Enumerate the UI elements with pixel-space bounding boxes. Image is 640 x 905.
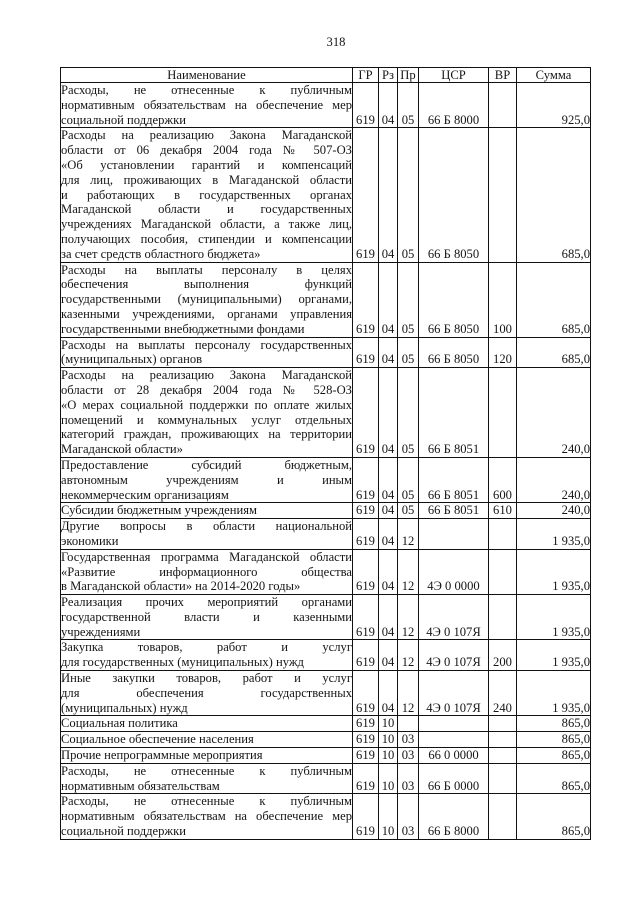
cell-rz: 04 — [379, 671, 398, 716]
cell-rz: 04 — [379, 128, 398, 262]
row-name-line: Расходы на выплаты персоналу в целях — [61, 262, 352, 277]
cell-gr: 619 — [353, 519, 379, 550]
row-name-line: нормативным обязательствам на обеспечение мер — [61, 809, 352, 824]
row-name-line: «Об установлении гарантий и компенсаций — [61, 157, 352, 172]
cell-gr: 619 — [353, 640, 379, 671]
cell-vr — [489, 595, 517, 640]
row-name-line: Магаданской области и государственных — [61, 202, 352, 217]
cell-gr: 619 — [353, 128, 379, 262]
row-name-line: Иные закупки товаров, работ и услуг — [61, 671, 352, 686]
row-name-cell — [61, 716, 353, 732]
cell-gr: 619 — [353, 262, 379, 337]
table-row — [61, 337, 591, 368]
row-name-line: категорий граждан, проживающих на территории — [61, 427, 352, 442]
row-name-line: области от 06 декабря 2004 года № 507-ОЗ — [61, 143, 352, 158]
cell-gr: 619 — [353, 732, 379, 748]
table-row — [61, 549, 591, 594]
row-name-cell — [61, 671, 353, 716]
row-name-cell — [61, 595, 353, 640]
table-row — [61, 716, 591, 732]
row-name-cell — [61, 83, 353, 128]
row-name-line: социальной поддержки — [61, 112, 186, 127]
row-name-line: Закупка товаров, работ и услуг — [61, 640, 352, 655]
cell-rz: 04 — [379, 337, 398, 368]
cell-csr — [419, 519, 489, 550]
row-name-line: Расходы на выплаты персоналу государственных — [61, 337, 352, 352]
cell-sum: 865,0 — [517, 716, 591, 732]
row-name-line: государственными внебюджетными фондами — [61, 321, 305, 336]
table-row — [61, 519, 591, 550]
cell-gr: 619 — [353, 549, 379, 594]
row-name-cell — [61, 519, 353, 550]
row-name-cell — [61, 640, 353, 671]
header-pr: Пр — [398, 68, 419, 83]
cell-vr — [489, 549, 517, 594]
row-name-line: автономным учреждениям и иным — [61, 472, 352, 487]
row-name-line: государственной власти и казенными — [61, 609, 352, 624]
cell-pr: 12 — [398, 519, 419, 550]
cell-gr: 619 — [353, 503, 379, 519]
table-row — [61, 671, 591, 716]
cell-pr: 03 — [398, 732, 419, 748]
cell-sum: 1 935,0 — [517, 595, 591, 640]
cell-vr — [489, 732, 517, 748]
row-name-cell — [61, 457, 353, 502]
cell-sum: 1 935,0 — [517, 640, 591, 671]
cell-sum: 1 935,0 — [517, 549, 591, 594]
cell-vr: 200 — [489, 640, 517, 671]
cell-vr: 610 — [489, 503, 517, 519]
row-name-cell — [61, 732, 353, 748]
table-header — [61, 68, 591, 83]
cell-vr: 600 — [489, 457, 517, 502]
row-name-line: Расходы на реализацию Закона Магаданской — [61, 128, 352, 143]
header-vr: ВР — [489, 68, 517, 83]
cell-rz: 10 — [379, 794, 398, 839]
cell-vr — [489, 83, 517, 128]
cell-gr: 619 — [353, 83, 379, 128]
cell-gr: 619 — [353, 748, 379, 764]
cell-rz: 04 — [379, 262, 398, 337]
cell-rz: 04 — [379, 457, 398, 502]
cell-pr: 03 — [398, 763, 419, 794]
row-name-line: «О мерах социальной поддержки по оплате жилых — [61, 397, 352, 412]
page-number: 318 — [326, 35, 346, 49]
cell-sum: 865,0 — [517, 763, 591, 794]
cell-csr — [419, 732, 489, 748]
table-row — [61, 262, 591, 337]
cell-vr: 100 — [489, 262, 517, 337]
cell-rz: 10 — [379, 748, 398, 764]
budget-table-body — [61, 83, 591, 840]
cell-rz: 04 — [379, 595, 398, 640]
cell-vr — [489, 128, 517, 262]
cell-rz: 04 — [379, 549, 398, 594]
row-name-line: «Развитие информационного общества — [61, 564, 352, 579]
row-name-line: (муниципальных) органов — [61, 352, 203, 367]
header-row — [61, 68, 591, 83]
row-name-line: учреждениями — [61, 624, 141, 639]
row-name-line: (муниципальных) нужд — [61, 700, 188, 715]
cell-gr: 619 — [353, 368, 379, 458]
cell-csr: 4Э 0 107Я — [419, 671, 489, 716]
cell-csr: 66 Б 8051 — [419, 457, 489, 502]
cell-csr: 66 Б 8050 — [419, 262, 489, 337]
table-row — [61, 640, 591, 671]
cell-csr — [419, 716, 489, 732]
row-name-line: для государственных (муниципальных) нужд — [61, 655, 304, 670]
cell-vr — [489, 794, 517, 839]
row-name-cell — [61, 128, 353, 262]
cell-rz: 04 — [379, 503, 398, 519]
row-name-cell — [61, 262, 353, 337]
cell-csr: 66 Б 8051 — [419, 503, 489, 519]
row-name-cell — [61, 368, 353, 458]
table-row — [61, 794, 591, 839]
cell-vr — [489, 748, 517, 764]
cell-csr: 4Э 0 107Я — [419, 595, 489, 640]
row-name-line: получающих пособия, стипендии и компенсации — [61, 231, 352, 246]
cell-gr: 619 — [353, 716, 379, 732]
table-row — [61, 503, 591, 519]
table-row — [61, 457, 591, 502]
cell-vr — [489, 368, 517, 458]
cell-rz: 10 — [379, 732, 398, 748]
cell-gr: 619 — [353, 595, 379, 640]
cell-pr: 05 — [398, 262, 419, 337]
row-name-line: казенными учреждениями, органами управления — [61, 306, 352, 321]
cell-sum: 240,0 — [517, 457, 591, 502]
table-row — [61, 763, 591, 794]
cell-csr: 4Э 0 0000 — [419, 549, 489, 594]
cell-csr: 66 Б 8050 — [419, 128, 489, 262]
cell-pr — [398, 716, 419, 732]
row-name-line: Расходы, не отнесенные к публичным — [61, 794, 352, 809]
row-name-line: области от 28 декабря 2004 года № 528-ОЗ — [61, 382, 352, 397]
cell-csr: 66 Б 8050 — [419, 337, 489, 368]
row-name-line: Социальное обеспечение населения — [61, 732, 254, 747]
cell-csr: 66 Б 8000 — [419, 83, 489, 128]
row-name-line: социальной поддержки — [61, 824, 186, 839]
row-name-line: учреждениях Магаданской области, а также лиц, — [61, 217, 352, 232]
cell-pr: 05 — [398, 128, 419, 262]
table-row — [61, 128, 591, 262]
header-gr: ГР — [353, 68, 379, 83]
cell-pr: 12 — [398, 640, 419, 671]
cell-sum: 685,0 — [517, 337, 591, 368]
budget-table — [60, 67, 591, 840]
cell-gr: 619 — [353, 457, 379, 502]
cell-rz: 10 — [379, 716, 398, 732]
cell-sum: 685,0 — [517, 262, 591, 337]
row-name-line: помещений и коммунальных услуг отдельных — [61, 412, 352, 427]
row-name-line: Предоставление субсидий бюджетным, — [61, 457, 352, 472]
cell-pr: 03 — [398, 748, 419, 764]
row-name-line: для лиц, проживающих в Магаданской области — [61, 172, 352, 187]
header-sum: Сумма — [517, 68, 591, 83]
cell-pr: 05 — [398, 83, 419, 128]
row-name-line: Другие вопросы в области национальной — [61, 519, 352, 534]
row-name-line: нормативным обязательствам на обеспечение мер — [61, 97, 352, 112]
row-name-line: Реализация прочих мероприятий органами — [61, 595, 352, 610]
cell-vr: 120 — [489, 337, 517, 368]
cell-pr: 05 — [398, 368, 419, 458]
cell-rz: 10 — [379, 763, 398, 794]
row-name-line: нормативным обязательствам — [61, 778, 220, 793]
cell-gr: 619 — [353, 337, 379, 368]
row-name-line: Прочие непрограммные мероприятия — [61, 748, 263, 763]
row-name-line: Магаданской области» — [61, 442, 183, 457]
header-rz: Рз — [379, 68, 398, 83]
cell-pr: 12 — [398, 671, 419, 716]
cell-sum: 865,0 — [517, 748, 591, 764]
table-row — [61, 368, 591, 458]
cell-sum: 865,0 — [517, 794, 591, 839]
row-name-line: в Магаданской области» на 2014-2020 годы» — [61, 579, 301, 594]
cell-csr: 4Э 0 107Я — [419, 640, 489, 671]
cell-sum: 240,0 — [517, 503, 591, 519]
cell-rz: 04 — [379, 83, 398, 128]
table-row — [61, 732, 591, 748]
row-name-cell — [61, 549, 353, 594]
cell-sum: 1 935,0 — [517, 519, 591, 550]
cell-rz: 04 — [379, 519, 398, 550]
cell-pr: 05 — [398, 457, 419, 502]
cell-pr: 05 — [398, 337, 419, 368]
row-name-line: Расходы, не отнесенные к публичным — [61, 763, 352, 778]
row-name-line: государственными (муниципальными) органами, — [61, 292, 352, 307]
cell-vr — [489, 519, 517, 550]
row-name-line: Расходы, не отнесенные к публичным — [61, 83, 352, 97]
row-name-line: и работающих в государственных органах — [61, 187, 352, 202]
cell-vr — [489, 716, 517, 732]
header-name: Наименование — [61, 68, 353, 83]
cell-sum: 240,0 — [517, 368, 591, 458]
row-name-cell — [61, 337, 353, 368]
row-name-line: Субсидии бюджетным учреждениям — [61, 503, 257, 518]
cell-pr: 05 — [398, 503, 419, 519]
table-row — [61, 748, 591, 764]
cell-gr: 619 — [353, 671, 379, 716]
cell-csr: 66 Б 8000 — [419, 794, 489, 839]
cell-gr: 619 — [353, 763, 379, 794]
row-name-cell — [61, 748, 353, 764]
row-name-line: Социальная политика — [61, 716, 178, 731]
row-name-cell — [61, 763, 353, 794]
cell-vr: 240 — [489, 671, 517, 716]
cell-csr: 66 Б 8051 — [419, 368, 489, 458]
row-name-line: Государственная программа Магаданской области — [61, 549, 352, 564]
cell-vr — [489, 763, 517, 794]
row-name-line: Расходы на реализацию Закона Магаданской — [61, 368, 352, 383]
row-name-line: некоммерческим организациям — [61, 487, 229, 502]
row-name-line: за счет средств областного бюджета» — [61, 246, 261, 261]
cell-sum: 1 935,0 — [517, 671, 591, 716]
cell-sum: 925,0 — [517, 83, 591, 128]
header-csr: ЦСР — [419, 68, 489, 83]
cell-gr: 619 — [353, 794, 379, 839]
table-row — [61, 595, 591, 640]
row-name-cell — [61, 503, 353, 519]
cell-csr: 66 Б 0000 — [419, 763, 489, 794]
row-name-line: экономики — [61, 533, 119, 548]
cell-rz: 04 — [379, 368, 398, 458]
cell-csr: 66 0 0000 — [419, 748, 489, 764]
row-name-line: для обеспечения государственных — [61, 685, 352, 700]
cell-sum: 685,0 — [517, 128, 591, 262]
cell-pr: 12 — [398, 549, 419, 594]
cell-pr: 03 — [398, 794, 419, 839]
cell-pr: 12 — [398, 595, 419, 640]
row-name-line: обеспечения выполнения функций — [61, 277, 352, 292]
row-name-cell — [61, 794, 353, 839]
cell-rz: 04 — [379, 640, 398, 671]
table-row — [61, 83, 591, 128]
cell-sum: 865,0 — [517, 732, 591, 748]
